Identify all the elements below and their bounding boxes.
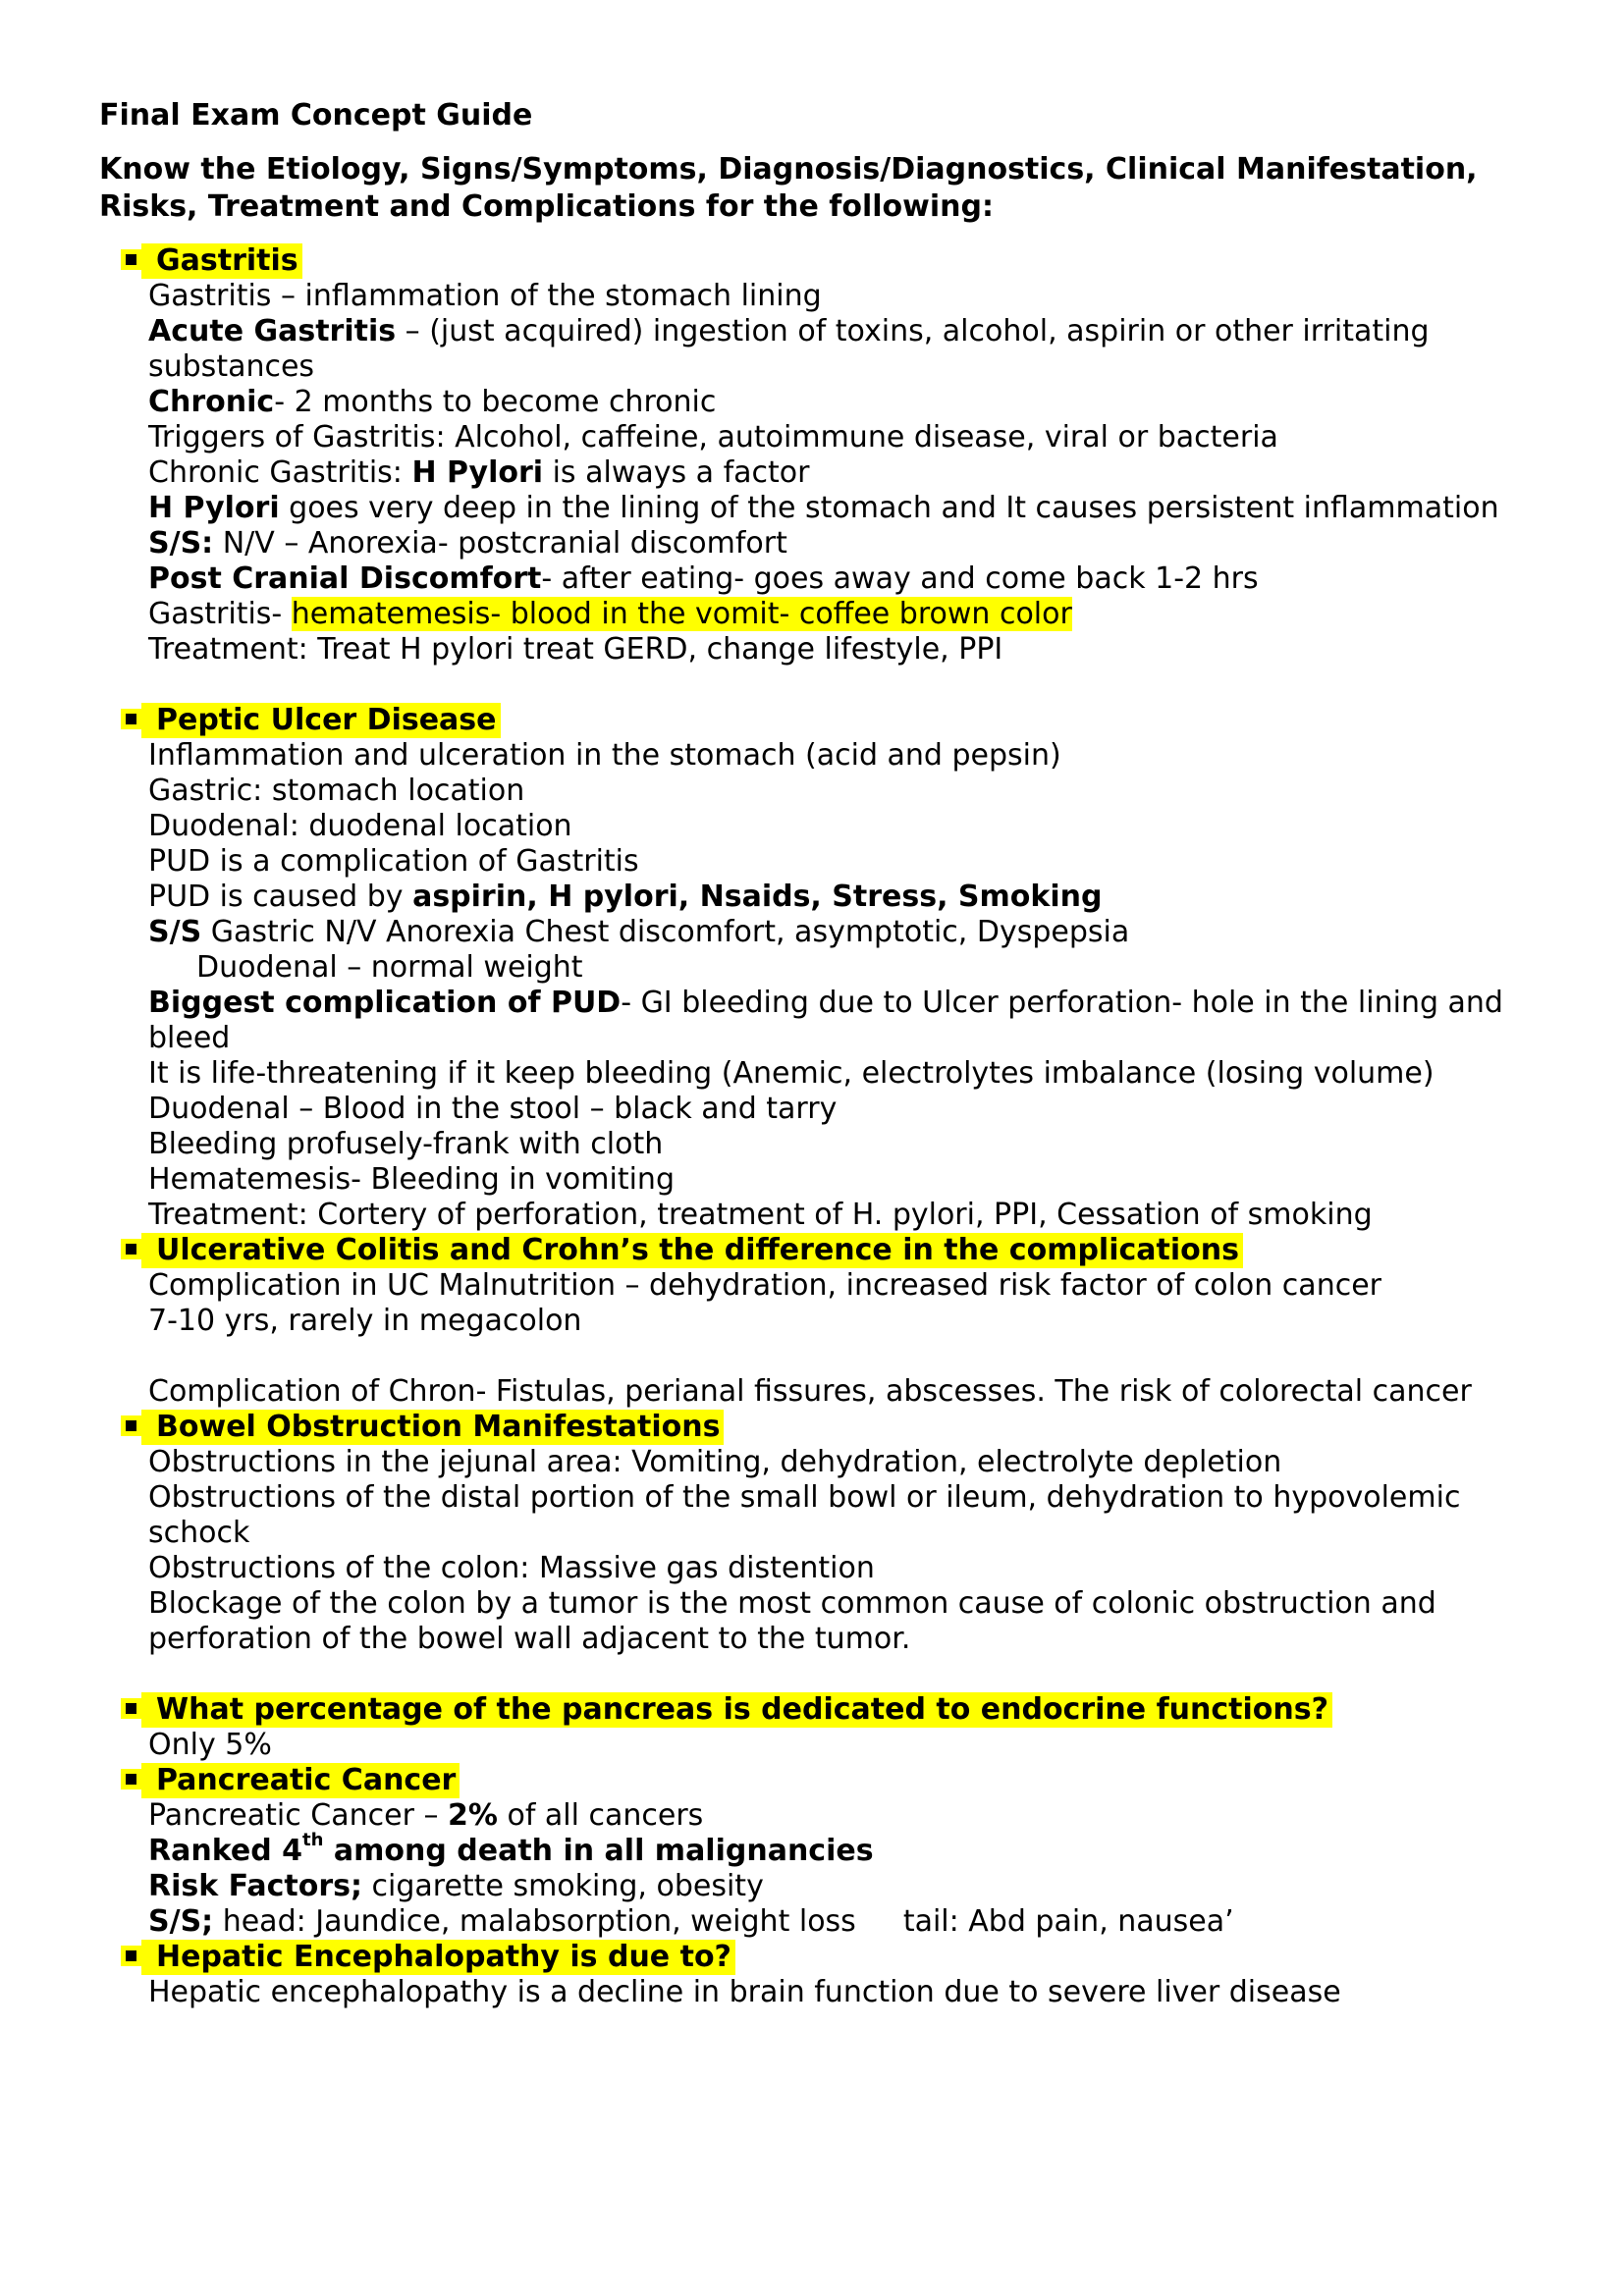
text-line: H Pylori goes very deep in the lining of the stomach and It causes persistent inflammation	[148, 491, 1499, 525]
text-line: Duodenal: duodenal location	[148, 809, 572, 843]
text-line: Biggest complication of PUD- GI bleeding due to Ulcer perforation- hole in the lining and bleed	[148, 986, 1503, 1055]
text-line: Gastritis- hematemesis- blood in the vomit- coffee brown color	[148, 597, 1072, 631]
text-line: Chronic- 2 months to become chronic	[148, 385, 717, 419]
doc-title: Final Exam Concept Guide	[99, 98, 533, 133]
text-line: Hematemesis- Bleeding in vomiting	[148, 1162, 675, 1197]
text-line: Treatment: Treat H pylori treat GERD, change lifestyle, PPI	[148, 632, 1003, 667]
text-line: Obstructions of the colon: Massive gas distention	[148, 1551, 875, 1585]
heading-text: Peptic Ulcer Disease	[141, 703, 501, 738]
section-gastritis	[99, 243, 1543, 703]
text-line: Pancreatic Cancer – 2% of all cancers	[148, 1798, 704, 1833]
section-heading	[99, 1233, 1543, 1268]
square-bullet-icon	[126, 1703, 136, 1714]
text-line: Blockage of the colon by a tumor is the most common cause of colonic obstruction and perforation of the bowel wall adjacent to the tumor.	[148, 1586, 1436, 1656]
highlighted-text: hematemesis- blood in the vomit- coffee brown color	[291, 597, 1072, 631]
document-body	[99, 94, 1543, 2010]
text-line: Inflammation and ulceration in the stomach (acid and pepsin)	[148, 738, 1061, 773]
text-line: Gastritis – inflammation of the stomach lining	[148, 279, 822, 313]
text-line: Gastric: stomach location	[148, 774, 525, 808]
text-line: Duodenal – Blood in the stool – black and tarry	[148, 1092, 838, 1126]
square-bullet-icon	[126, 1774, 136, 1785]
text-line: Only 5%	[148, 1728, 272, 1762]
section-heading	[99, 1410, 1543, 1445]
heading-text: Bowel Obstruction Manifestations	[141, 1410, 724, 1445]
section-heading	[99, 1940, 1543, 1975]
square-bullet-icon	[126, 1420, 136, 1431]
text-line: Treatment: Cortery of perforation, treatment of H. pylori, PPI, Cessation of smoking	[148, 1198, 1373, 1232]
text-line: Triggers of Gastritis: Alcohol, caffeine, autoimmune disease, viral or bacteria	[148, 420, 1278, 454]
text-line: PUD is caused by aspirin, H pylori, Nsaids, Stress, Smoking	[148, 880, 1103, 914]
text-line: Acute Gastritis – (just acquired) ingestion of toxins, alcohol, aspirin or other irritating substances	[148, 314, 1430, 384]
section-peptic-ulcer	[99, 703, 1543, 1233]
text-line: Risk Factors; cigarette smoking, obesity	[148, 1869, 764, 1903]
heading-text: Pancreatic Cancer	[141, 1763, 460, 1798]
heading-text: Ulcerative Colitis and Crohn’s the difference in the complications	[141, 1233, 1243, 1268]
section-heading	[99, 703, 1543, 738]
heading-text: Hepatic Encephalopathy is due to?	[141, 1940, 735, 1975]
text-line: Bleeding profusely-frank with cloth	[148, 1127, 664, 1161]
text-line: Duodenal – normal weight	[196, 950, 583, 985]
text-line: PUD is a complication of Gastritis	[148, 844, 639, 879]
text-line: Post Cranial Discomfort- after eating- goes away and come back 1-2 hrs	[148, 561, 1259, 596]
text-line: S/S Gastric N/V Anorexia Chest discomfort, asymptotic, Dyspepsia	[148, 915, 1130, 949]
text-line: Chronic Gastritis: H Pylori is always a factor	[148, 455, 810, 490]
square-bullet-icon	[126, 1950, 136, 1961]
square-bullet-icon	[126, 254, 136, 265]
text-line: 7-10 yrs, rarely in megacolon	[148, 1304, 582, 1338]
heading-text: What percentage of the pancreas is dedicated to endocrine functions?	[141, 1692, 1332, 1728]
text-line: Complication of Chron- Fistulas, perianal fissures, abscesses. The risk of colorectal cancer	[148, 1374, 1472, 1409]
text-line: Complication in UC Malnutrition – dehydration, increased risk factor of colon cancer	[148, 1268, 1381, 1303]
text-line: S/S; head: Jaundice, malabsorption, weight loss tail: Abd pain, nausea’	[148, 1904, 1234, 1939]
section-pancreas-endocrine	[99, 1692, 1543, 1763]
text-line: Obstructions of the distal portion of the small bowl or ileum, dehydration to hypovolemic schock	[148, 1480, 1461, 1550]
doc-intro: Know the Etiology, Signs/Symptoms, Diagnosis/Diagnostics, Clinical Manifestation, Risks, Treatment and Complications for the following:	[99, 152, 1478, 224]
section-pancreatic-cancer	[99, 1763, 1543, 1940]
heading-text: Gastritis	[141, 243, 302, 279]
section-heading	[99, 243, 1543, 279]
text-line: Ranked 4th among death in all malignancies	[148, 1830, 874, 1868]
text-line: S/S: N/V – Anorexia- postcranial discomfort	[148, 526, 787, 561]
square-bullet-icon	[126, 1244, 136, 1255]
text-line: It is life-threatening if it keep bleeding (Anemic, electrolytes imbalance (losing volume)	[148, 1056, 1435, 1091]
text-line: Obstructions in the jejunal area: Vomiting, dehydration, electrolyte depletion	[148, 1445, 1282, 1479]
section-ulcerative-colitis	[99, 1233, 1543, 1410]
section-heading	[99, 1692, 1543, 1728]
section-bowel-obstruction	[99, 1410, 1543, 1692]
text-line: Hepatic encephalopathy is a decline in brain function due to severe liver disease	[148, 1975, 1341, 2009]
section-heading	[99, 1763, 1543, 1798]
section-hepatic-encephalopathy	[99, 1940, 1543, 2010]
square-bullet-icon	[126, 714, 136, 724]
